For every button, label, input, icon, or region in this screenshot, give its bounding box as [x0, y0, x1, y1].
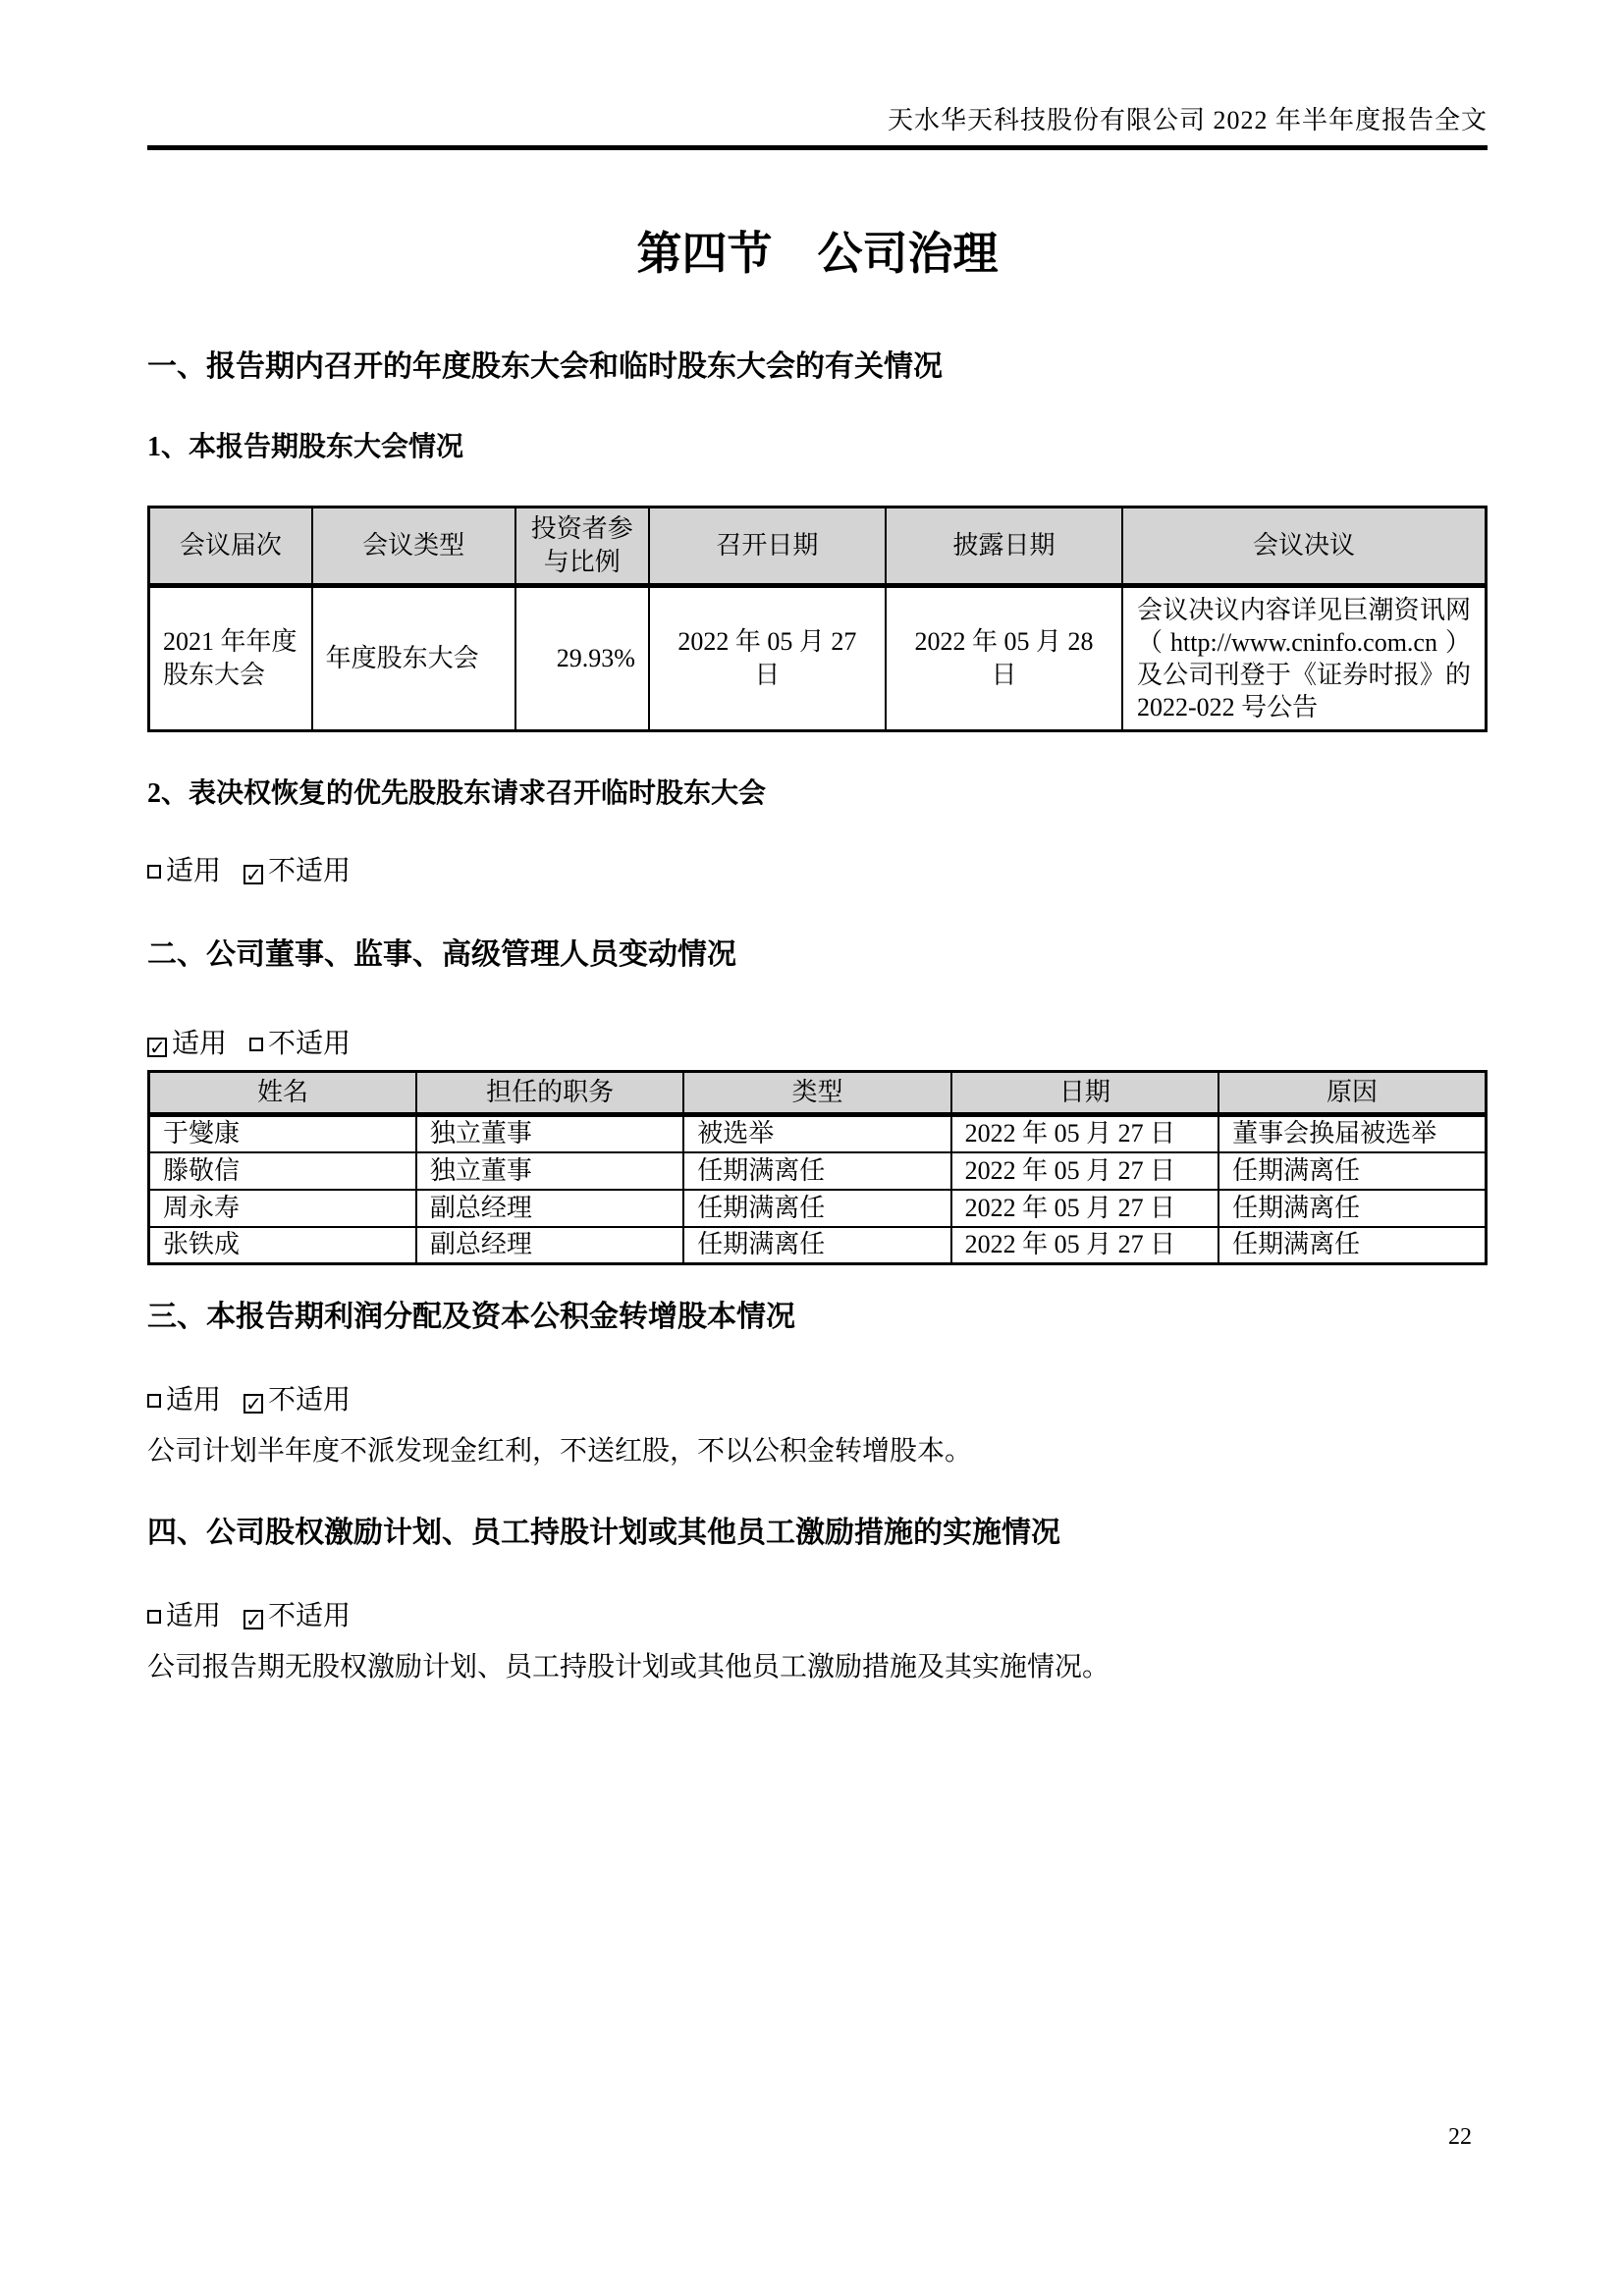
name-cell: 于燮康: [149, 1115, 416, 1152]
not-applicable-label: 不适用: [268, 1601, 352, 1631]
reason-cell: 董事会换届被选举: [1218, 1115, 1486, 1152]
col-header-participation: 投资者参与比例: [515, 507, 649, 586]
checkbox-checked-icon: [244, 865, 263, 884]
section-1-1-heading: 1、本报告期股东大会情况: [147, 432, 464, 462]
shareholder-meeting-table: [147, 506, 1488, 732]
col-header-name: 姓名: [149, 1072, 416, 1115]
section-4-heading: 四、公司股权激励计划、员工持股计划或其他员工激励措施的实施情况: [147, 1517, 1060, 1549]
resolution-cell: 会议决议内容详见巨潮资讯网（http://www.cninfo.com.cn）及公司刊登于《证券时报》的 2022-022 号公告: [1122, 586, 1487, 731]
date-cell: 2022 年 05 月 27 日: [951, 1152, 1218, 1190]
reason-cell: 任期满离任: [1218, 1190, 1486, 1227]
section-1-heading: 一、报告期内召开的年度股东大会和临时股东大会的有关情况: [147, 350, 943, 383]
name-cell: 张铁成: [149, 1227, 416, 1264]
checkbox-unchecked-icon: [147, 1394, 161, 1408]
profit-distribution-note: 公司计划半年度不派发现金红利，不送红股，不以公积金转增股本。: [147, 1436, 973, 1467]
participation-cell: 29.93%: [515, 586, 649, 731]
checkbox-unchecked-icon: [147, 1610, 161, 1624]
name-cell: 滕敬信: [149, 1152, 416, 1190]
applicable-label: 适用: [166, 1385, 222, 1415]
position-cell: 副总经理: [416, 1190, 683, 1227]
applicable-label: 适用: [172, 1029, 228, 1059]
date-cell: 2022 年 05 月 27 日: [951, 1190, 1218, 1227]
convene-date-cell: 2022 年 05 月 27 日: [649, 586, 886, 731]
not-applicable-label: 不适用: [268, 1029, 352, 1059]
table-row: [149, 1190, 1487, 1227]
col-header-resolution: 会议决议: [1122, 507, 1487, 586]
table-header-row: [149, 507, 1487, 586]
page-number: 22: [1448, 2124, 1472, 2150]
personnel-change-table: [147, 1070, 1488, 1265]
section-3-heading: 三、本报告期利润分配及资本公积金转增股本情况: [147, 1301, 795, 1333]
name-cell: 周永寿: [149, 1190, 416, 1227]
applicable-label: 适用: [166, 1601, 222, 1631]
table-row: [149, 1152, 1487, 1190]
page-title: 第四节 公司治理: [636, 229, 999, 279]
col-header-convene-date: 召开日期: [649, 507, 886, 586]
not-applicable-label: 不适用: [268, 1385, 352, 1415]
col-header-type: 会议类型: [312, 507, 515, 586]
equity-incentive-note: 公司报告期无股权激励计划、员工持股计划或其他员工激励措施及其实施情况。: [147, 1652, 1110, 1682]
position-cell: 独立董事: [416, 1152, 683, 1190]
table-header-row: [149, 1072, 1487, 1115]
checkbox-unchecked-icon: [147, 865, 161, 879]
applicability-line-preferred-shares: [147, 854, 1488, 889]
change-type-cell: 任期满离任: [683, 1227, 950, 1264]
applicability-line-equity-incentive: [147, 1599, 1488, 1634]
col-header-reason: 原因: [1218, 1072, 1486, 1115]
col-header-session: 会议届次: [149, 507, 312, 586]
checkbox-checked-icon: [244, 1610, 263, 1629]
date-cell: 2022 年 05 月 27 日: [951, 1115, 1218, 1152]
col-header-date: 日期: [951, 1072, 1218, 1115]
disclosure-date-cell: 2022 年 05 月 28 日: [886, 586, 1122, 731]
reason-cell: 任期满离任: [1218, 1152, 1486, 1190]
running-header: 天水华天科技股份有限公司 2022 年半年度报告全文: [887, 106, 1488, 134]
not-applicable-label: 不适用: [268, 856, 352, 886]
change-type-cell: 任期满离任: [683, 1190, 950, 1227]
position-cell: 副总经理: [416, 1227, 683, 1264]
position-cell: 独立董事: [416, 1115, 683, 1152]
change-type-cell: 任期满离任: [683, 1152, 950, 1190]
reason-cell: 任期满离任: [1218, 1227, 1486, 1264]
col-header-disclosure-date: 披露日期: [886, 507, 1122, 586]
table-row: [149, 1115, 1487, 1152]
checkbox-unchecked-icon: [249, 1038, 263, 1051]
col-header-position: 担任的职务: [416, 1072, 683, 1115]
date-cell: 2022 年 05 月 27 日: [951, 1227, 1218, 1264]
checkbox-checked-icon: [147, 1038, 167, 1057]
header-rule: [147, 145, 1488, 150]
applicable-label: 适用: [166, 856, 222, 886]
table-row: [149, 586, 1487, 731]
table-row: [149, 1227, 1487, 1264]
applicability-line-personnel-change: [147, 1027, 1488, 1062]
applicability-line-profit-distribution: [147, 1383, 1488, 1418]
meeting-type-cell: 年度股东大会: [312, 586, 515, 731]
checkbox-checked-icon: [244, 1394, 263, 1414]
col-header-change-type: 类型: [683, 1072, 950, 1115]
section-1-2-heading: 2、表决权恢复的优先股股东请求召开临时股东大会: [147, 778, 767, 809]
section-2-heading: 二、公司董事、监事、高级管理人员变动情况: [147, 938, 736, 971]
change-type-cell: 被选举: [683, 1115, 950, 1152]
meeting-session-cell: 2021 年年度股东大会: [149, 586, 312, 731]
